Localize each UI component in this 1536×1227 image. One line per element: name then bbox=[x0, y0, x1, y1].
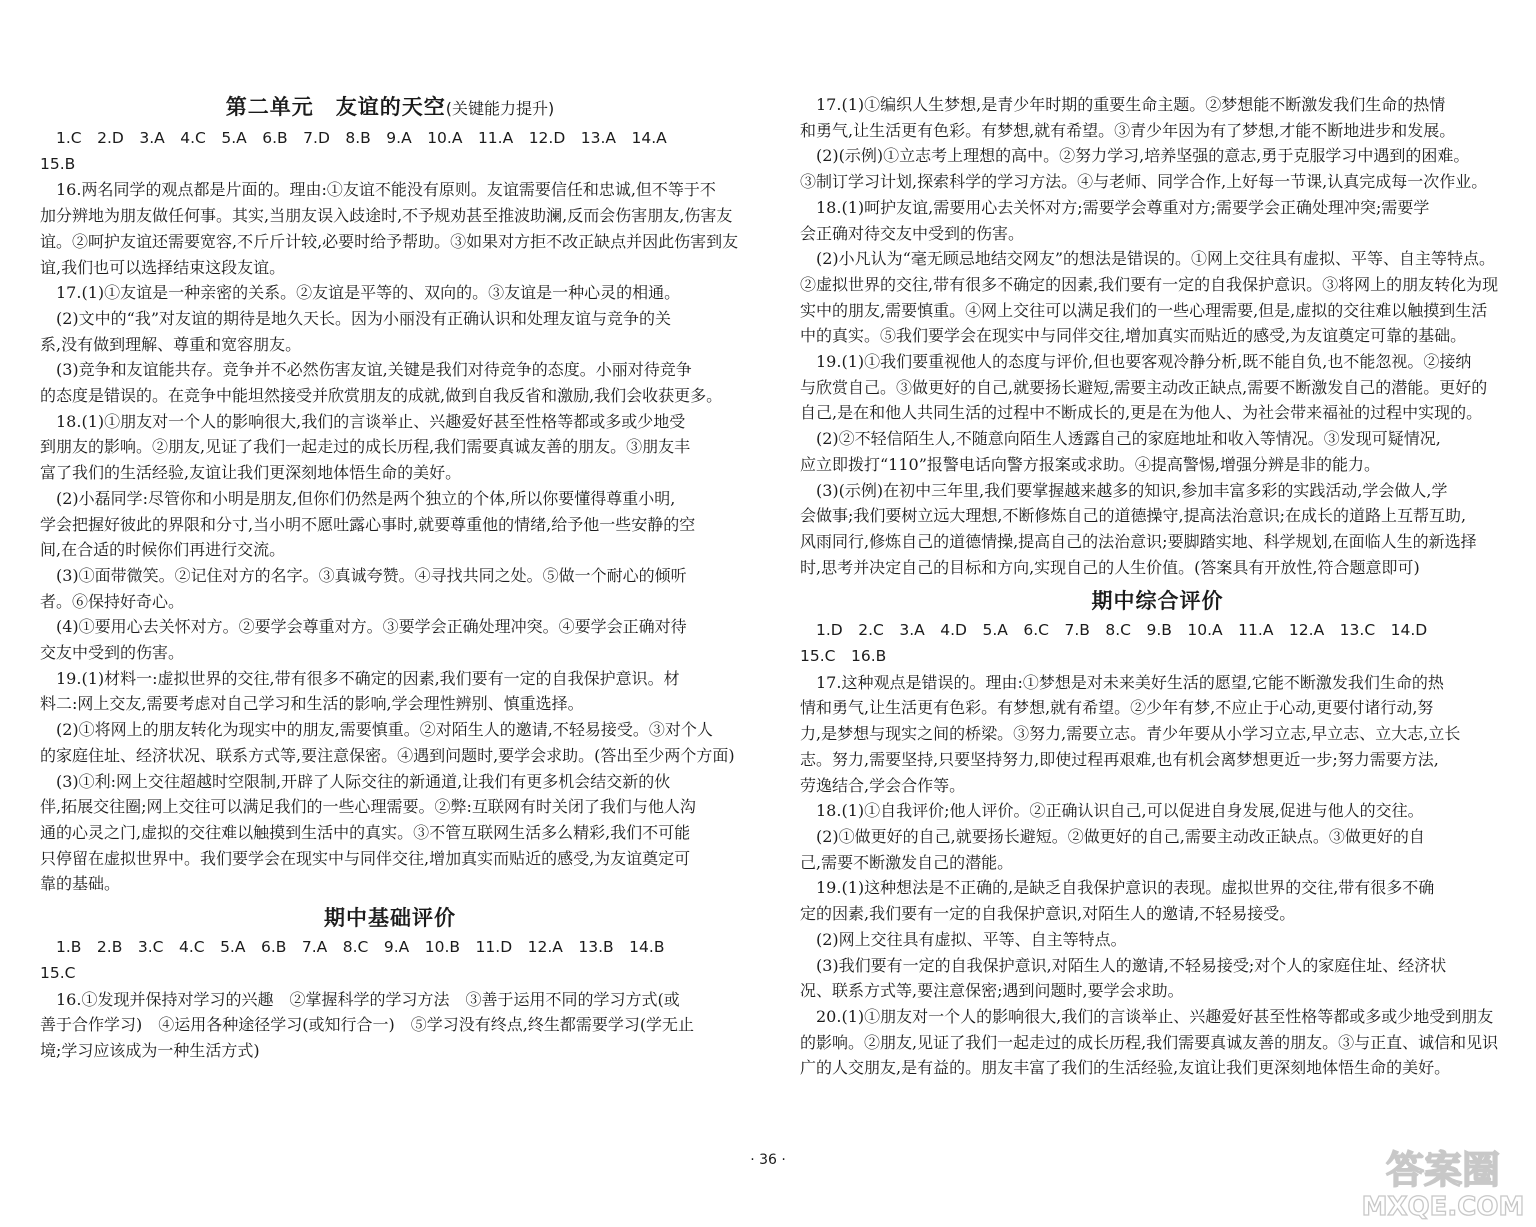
section-heading-subtitle: (关键能力提升) bbox=[445, 99, 555, 118]
text-line: 的家庭住址、经济状况、联系方式等,要注意保密。④遇到问题时,要学会求助。(答出至少两个方面) bbox=[40, 745, 735, 765]
text-line: 中的真实。⑤我们要学会在现实中与同伴交往,增加真实而贴近的感受,为友谊奠定可靠的基础。 bbox=[800, 326, 1467, 346]
text-line: 16.①发现并保持对学习的兴趣 ②掌握科学的学习方法 ③善于运用不同的学习方式(或 bbox=[56, 989, 680, 1009]
text-line: 料二:网上交友,需要考虑对自己学习和生活的影响,学会理性辨别、慎重选择。 bbox=[40, 694, 584, 714]
text-line: 广的人交朋友,是有益的。朋友丰富了我们的生活经验,友谊让我们更深刻地体悟生命的美好。 bbox=[800, 1058, 1451, 1078]
text-line: 实中的朋友,需要慎重。④网上交往可以满足我们的一些心理需要,但是,虚拟的交往难以触摸到生活 bbox=[800, 300, 1488, 320]
text-line: (2)小凡认为“毫无顾忌地结交网友”的想法是错误的。①网上交往具有虚拟、平等、自主等特点。 bbox=[816, 249, 1496, 269]
text-line: (2)网上交往具有虚拟、平等、自主等特点。 bbox=[816, 929, 1127, 949]
text-line: 学会把握好彼此的界限和分寸,当小明不愿吐露心事时,就要尊重他的情绪,给予他一些安静的空 bbox=[40, 514, 696, 534]
text-line: 18.(1)①自我评价;他人评价。②正确认识自己,可以促进自身发展,促进与他人的交往。 bbox=[816, 801, 1424, 821]
answer-key-line: 15.C bbox=[40, 963, 76, 982]
right-column bbox=[800, 92, 1515, 1081]
text-line: 善于合作学习) ④运用各种途径学习(或知行合一) ⑤学习没有终点,终生都需要学习(学无止 bbox=[40, 1015, 695, 1035]
section-heading-text: 第二单元 友谊的天空 bbox=[225, 95, 446, 119]
text-line: 的影响。②朋友,见证了我们一起走过的成长历程,我们需要真诚友善的朋友。③与正直、诚信和见识 bbox=[800, 1032, 1499, 1052]
text-line: 富了我们的生活经验,友谊让我们更深刻地体悟生命的美好。 bbox=[40, 463, 462, 483]
watermark-top: 答案圈 bbox=[1385, 1148, 1501, 1192]
text-line: 17.(1)①编织人生梦想,是青少年时期的重要生命主题。②梦想能不断激发我们生命的热情 bbox=[816, 95, 1446, 114]
text-line: 者。⑥保持好奇心。 bbox=[40, 591, 185, 611]
text-line: 时,思考并决定自己的目标和方向,实现自己的人生价值。(答案具有开放性,符合题意即可) bbox=[800, 557, 1420, 577]
text-line: 18.(1)呵护友谊,需要用心去关怀对方;需要学会尊重对方;需要学会正确处理冲突;需要学 bbox=[816, 197, 1430, 217]
text-line: 境;学习应该成为一种生活方式) bbox=[40, 1040, 260, 1060]
text-line: 18.(1)①朋友对一个人的影响很大,我们的言谈举止、兴趣爱好甚至性格等都或多或少地受 bbox=[56, 411, 686, 431]
text-line: 与欣赏自己。③做更好的自己,就要扬长避短,需要主动改正缺点,需要不断激发自己的潜能。更好的 bbox=[800, 377, 1488, 397]
section-heading-text: 期中基础评价 bbox=[324, 906, 456, 931]
answer-key-line: 15.B bbox=[40, 154, 76, 173]
text-line: 16.两名同学的观点都是片面的。理由:①友谊不能没有原则。友谊需要信任和忠诚,但不等于不 bbox=[56, 180, 716, 200]
text-line: 会正确对待交友中受到的伤害。 bbox=[800, 223, 1025, 243]
answer-key-line: 1.C 2.D 3.A 4.C 5.A 6.B 7.D 8.B 9.A 10.A 11.A 12.D 13.A 14.A bbox=[56, 129, 667, 147]
text-line: 和勇气,让生活更有色彩。有梦想,就有希望。③青少年因为有了梦想,才能不断地进步和发展。 bbox=[800, 120, 1456, 140]
text-line: 况、联系方式等,要注意保密;遇到问题时,要学会求助。 bbox=[800, 981, 1184, 1001]
text-line: 志。努力,需要坚持,只要坚持努力,即使过程再艰难,也有机会离梦想更近一步;努力需要方法, bbox=[800, 749, 1439, 769]
text-line: 定的因素,我们要有一定的自我保护意识,对陌生人的邀请,不轻易接受。 bbox=[800, 904, 1296, 924]
left-column bbox=[40, 92, 740, 1064]
page-number: · 36 · bbox=[750, 1152, 786, 1168]
section-heading bbox=[40, 903, 740, 933]
watermark-logo bbox=[1358, 1141, 1528, 1221]
text-line: (3)我们要有一定的自我保护意识,对陌生人的邀请,不轻易接受;对个人的家庭住址、经济状 bbox=[816, 955, 1447, 975]
answer-key-line: 1.B 2.B 3.C 4.C 5.A 6.B 7.A 8.C 9.A 10.B 11.D 12.A 13.B 14.B bbox=[56, 938, 665, 957]
text-line: 应立即拨打“110”报警电话向警方报案或求助。④提高警惕,增强分辨是非的能力。 bbox=[800, 454, 1380, 474]
text-line: 靠的基础。 bbox=[40, 874, 121, 894]
text-line: 自己,是在和他人共同生活的过程中不断成长的,更是在为他人、为社会带来福祉的过程中实现的。 bbox=[800, 403, 1483, 423]
text-line: 风雨同行,修炼自己的道德情操,提高自己的法治意识;要脚踏实地、科学规划,在面临人生的新选择 bbox=[800, 531, 1477, 551]
text-line: 17.(1)①友谊是一种亲密的关系。②友谊是平等的、双向的。③友谊是一种心灵的相通。 bbox=[56, 283, 681, 303]
text-line: 劳逸结合,学会合作等。 bbox=[800, 775, 966, 795]
text-line: (2)文中的“我”对友谊的期待是地久天长。因为小丽没有正确认识和处理友谊与竞争的关 bbox=[56, 308, 672, 328]
text-line: (2)①做更好的自己,就要扬长避短。②做更好的自己,需要主动改正缺点。③做更好的自 bbox=[816, 826, 1425, 846]
text-line: ③制订学习计划,探索科学的学习方法。④与老师、同学合作,上好每一节课,认真完成每一次作业。 bbox=[800, 172, 1488, 192]
text-line: 间,在合适的时候你们再进行交流。 bbox=[40, 540, 286, 560]
watermark-bottom: MXQE.COM bbox=[1361, 1192, 1525, 1221]
text-line: 情和勇气,让生活更有色彩。有梦想,就有希望。②少年有梦,不应止于心动,更要付诸行动,努 bbox=[800, 698, 1434, 718]
text-line: 的态度是错误的。在竞争中能坦然接受并欣赏朋友的成就,做到自我反省和激励,我们会收获更多。 bbox=[40, 386, 723, 406]
text-line: 到朋友的影响。②朋友,见证了我们一起走过的成长历程,我们需要真诚友善的朋友。③朋友丰 bbox=[40, 437, 691, 457]
text-line: 19.(1)①我们要重视他人的态度与评价,但也要客观冷静分析,既不能自负,也不能忽视。②接纳 bbox=[816, 352, 1472, 372]
answer-key-line: 15.C 16.B bbox=[800, 647, 887, 666]
answer-key-line: 1.D 2.C 3.A 4.D 5.A 6.C 7.B 8.C 9.B 10.A 11.A 12.A 13.C 14.D bbox=[816, 621, 1428, 640]
text-line: 系,没有做到理解、尊重和宽容朋友。 bbox=[40, 334, 302, 354]
section-heading-text: 期中综合评价 bbox=[1091, 589, 1224, 614]
text-line: 交友中受到的伤害。 bbox=[40, 643, 185, 663]
text-line: (2)(示例)①立志考上理想的高中。②努力学习,培养坚强的意志,勇于克服学习中遇到的困难。 bbox=[816, 146, 1470, 166]
text-line: 20.(1)①朋友对一个人的影响很大,我们的言谈举止、兴趣爱好甚至性格等都或多或少地受到朋友 bbox=[816, 1006, 1494, 1026]
text-line: 只停留在虚拟世界中。我们要学会在现实中与同伴交往,增加真实而贴近的感受,为友谊奠定可 bbox=[40, 848, 691, 868]
section-heading bbox=[40, 92, 740, 124]
text-line: 己,需要不断激发自己的潜能。 bbox=[800, 852, 1014, 872]
text-line: (3)(示例)在初中三年里,我们要掌握越来越多的知识,参加丰富多彩的实践活动,学会做人,学 bbox=[816, 480, 1448, 500]
section-heading bbox=[800, 586, 1515, 616]
text-line: (3)竞争和友谊能共存。竞争并不必然伤害友谊,关键是我们对待竞争的态度。小丽对待竞争 bbox=[56, 360, 692, 380]
text-line: ②虚拟世界的交往,带有很多不确定的因素,我们要有一定的自我保护意识。③将网上的朋友转化为现 bbox=[800, 274, 1499, 294]
text-line: (4)①要用心去关怀对方。②要学会尊重对方。③要学会正确处理冲突。④要学会正确对待 bbox=[56, 617, 687, 637]
text-line: 加分辨地为朋友做任何事。其实,当朋友误入歧途时,不予规劝甚至推波助澜,反而会伤害朋友,伤害友 bbox=[40, 206, 733, 226]
text-line: (2)①将网上的朋友转化为现实中的朋友,需要慎重。②对陌生人的邀请,不轻易接受。③对个人 bbox=[56, 720, 713, 740]
text-line: 17.这种观点是错误的。理由:①梦想是对未来美好生活的愿望,它能不断激发我们生命的热 bbox=[816, 672, 1444, 692]
text-line: 谊。②呵护友谊还需要宽容,不斤斤计较,必要时给予帮助。③如果对方拒不改正缺点并因此伤害到友 bbox=[40, 231, 739, 251]
text-line: (2)小磊同学:尽管你和小明是朋友,但你们仍然是两个独立的个体,所以你要懂得尊重小明, bbox=[56, 488, 676, 508]
text-line: (2)②不轻信陌生人,不随意向陌生人透露自己的家庭地址和收入等情况。③发现可疑情况, bbox=[816, 429, 1441, 449]
text-line: 谊,我们也可以选择结束这段友谊。 bbox=[40, 257, 286, 277]
text-line: 伴,拓展交往圈;网上交往可以满足我们的一些心理需要。②弊:互联网有时关闭了我们与他人沟 bbox=[40, 797, 696, 817]
text-line: 19.(1)材料一:虚拟世界的交往,带有很多不确定的因素,我们要有一定的自我保护意识。材 bbox=[56, 668, 680, 688]
text-line: (3)①利:网上交往超越时空限制,开辟了人际交往的新通道,让我们有更多机会结交新的伙 bbox=[56, 771, 671, 791]
text-line: 通的心灵之门,虚拟的交往难以触摸到生活中的真实。③不管互联网生活多么精彩,我们不可能 bbox=[40, 822, 691, 842]
text-line: 19.(1)这种想法是不正确的,是缺乏自我保护意识的表现。虚拟世界的交往,带有很多不确 bbox=[816, 878, 1435, 898]
text-line: 力,是梦想与现实之间的桥梁。③努力,需要立志。青少年要从小学习立志,早立志、立大志,立长 bbox=[800, 724, 1461, 744]
text-line: 会做事;我们要树立远大理想,不断修炼自己的道德操守,提高法治意识;在成长的道路上互帮互助, bbox=[800, 506, 1467, 526]
text-line: (3)①面带微笑。②记住对方的名字。③真诚夸赞。④寻找共同之处。⑤做一个耐心的倾听 bbox=[56, 565, 687, 585]
